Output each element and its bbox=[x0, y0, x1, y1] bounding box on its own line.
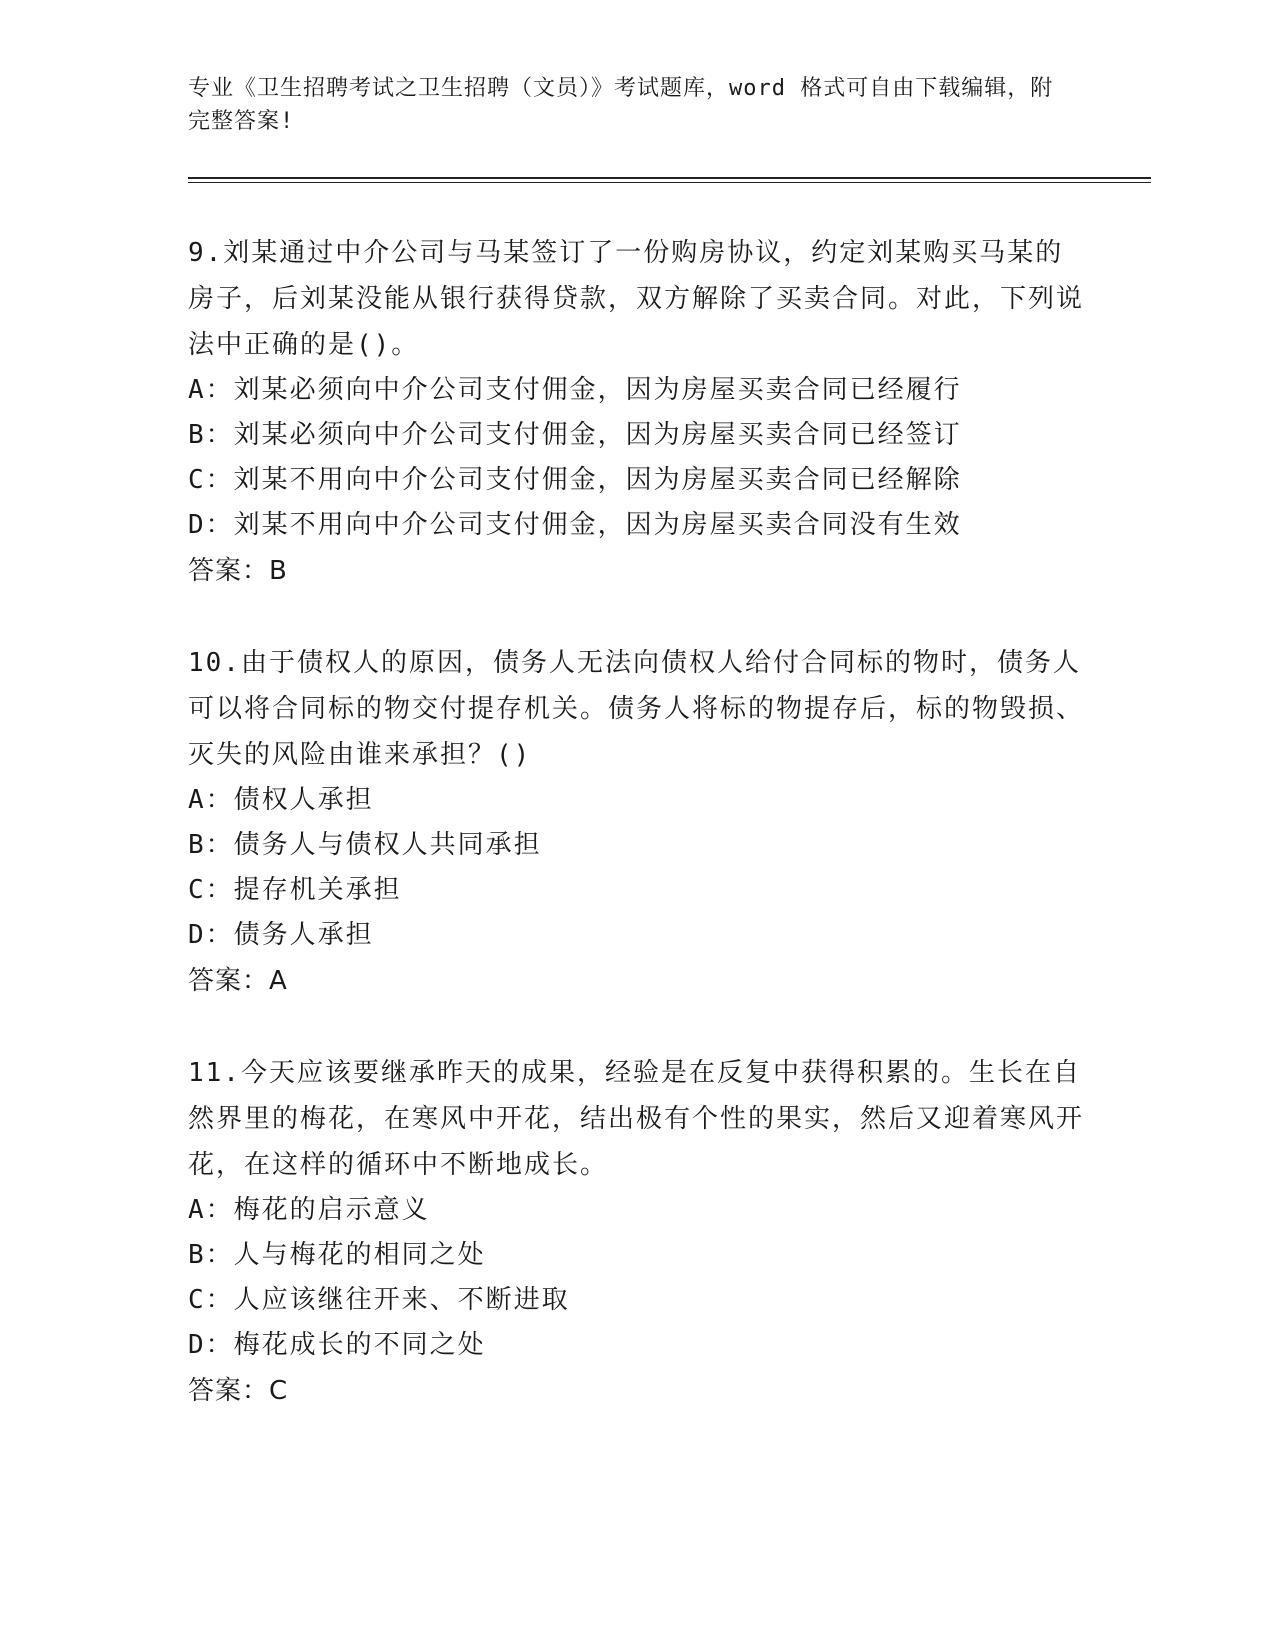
option-b: B：刘某必须向中介公司支付佣金，因为房屋买卖合同已经签订 bbox=[188, 420, 962, 450]
question-stem: 11.今天应该要继承昨天的成果，经验是在反复中获得积累的。生长在自然界里的梅花，在寒风中开花，结出极有个性的果实，然后又迎着寒风开花，在这样的循环中不断地成长。 bbox=[188, 1058, 1085, 1180]
document-header-text: 专业《卫生招聘考试之卫生招聘（文员）》考试题库，word 格式可自由下载编辑，附完整答案! bbox=[188, 76, 1054, 134]
question-11 bbox=[188, 1050, 1088, 1414]
option-b: B：债务人与债权人共同承担 bbox=[188, 830, 542, 860]
option-d: D：债务人承担 bbox=[188, 920, 374, 950]
header-divider-thick bbox=[188, 177, 1151, 179]
question-stem: 9.刘某通过中介公司与马某签订了一份购房协议，约定刘某购买马某的房子，后刘某没能从银行获得贷款，双方解除了买卖合同。对此，下列说法中正确的是()。 bbox=[188, 238, 1085, 360]
option-c: C：刘某不用向中介公司支付佣金，因为房屋买卖合同已经解除 bbox=[188, 465, 962, 495]
question-10 bbox=[188, 640, 1088, 1004]
option-b: B：人与梅花的相同之处 bbox=[188, 1240, 486, 1270]
question-9 bbox=[188, 230, 1088, 594]
option-a: A：梅花的启示意义 bbox=[188, 1195, 430, 1225]
question-stem: 10.由于债权人的原因，债务人无法向债权人给付合同标的物时，债务人可以将合同标的物交付提存机关。债务人将标的物提存后，标的物毁损、灭失的风险由谁来承担？() bbox=[188, 648, 1085, 770]
header-divider-thin bbox=[188, 182, 1151, 183]
answer-label: 答案：B bbox=[188, 556, 288, 586]
option-d: D：梅花成长的不同之处 bbox=[188, 1330, 486, 1360]
option-a: A：债权人承担 bbox=[188, 785, 374, 815]
answer-label: 答案：A bbox=[188, 966, 288, 996]
option-a: A：刘某必须向中介公司支付佣金，因为房屋买卖合同已经履行 bbox=[188, 375, 962, 405]
option-c: C：提存机关承担 bbox=[188, 875, 402, 905]
option-d: D：刘某不用向中介公司支付佣金，因为房屋买卖合同没有生效 bbox=[188, 510, 962, 540]
answer-label: 答案：C bbox=[188, 1376, 289, 1406]
option-c: C：人应该继往开来、不断进取 bbox=[188, 1285, 570, 1315]
